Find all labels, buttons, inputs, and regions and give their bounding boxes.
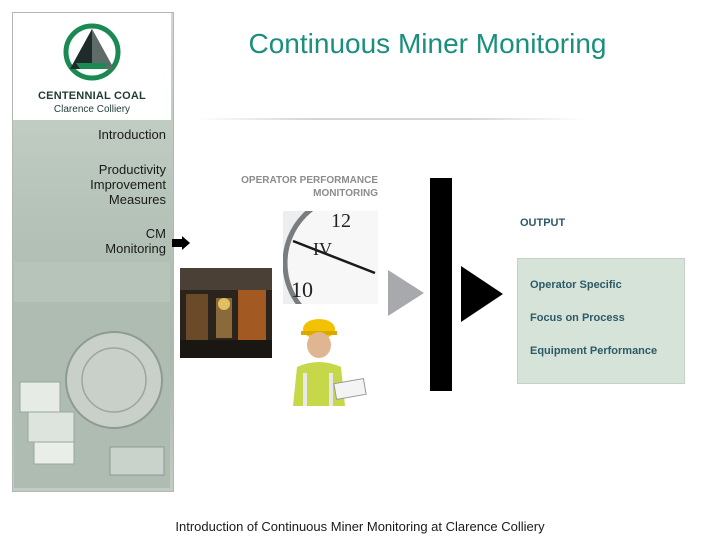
footer-caption: Introduction of Continuous Miner Monitoring at Clarence Colliery (175, 519, 545, 534)
title-divider (196, 118, 586, 120)
underground-mine-photo (180, 268, 272, 358)
clock-numeral-10: 10 (291, 277, 313, 302)
logo-mountain-icon (62, 19, 122, 85)
process-bar (430, 178, 452, 391)
nav-item-cm-monitoring[interactable]: CM Monitoring (105, 226, 166, 256)
output-label: OUTPUT (520, 217, 566, 229)
operator-performance-label: OPERATOR PERFORMANCE MONITORING (241, 175, 378, 199)
clock-numeral-12: 12 (331, 211, 351, 232)
logo-site-name: Clarence Colliery (53, 104, 131, 115)
clock-photo (283, 211, 378, 304)
output-item: Operator Specific (530, 279, 622, 291)
nav-item-productivity[interactable]: Productivity Improvement Measures (90, 162, 166, 207)
page-title: Continuous Miner Monitoring (248, 28, 607, 59)
output-item: Equipment Performance (530, 345, 658, 357)
output-arrow-icon (461, 266, 503, 322)
output-box (517, 258, 685, 384)
company-logo (13, 13, 171, 120)
sidebar-collage-image (14, 262, 170, 488)
clock-numeral-4: IV (313, 239, 332, 259)
logo-company-name: CENTENNIAL COAL (38, 90, 146, 102)
nav-item-introduction[interactable]: Introduction (98, 127, 166, 142)
worker-hardhat-photo (283, 313, 378, 406)
output-item: Focus on Process (530, 312, 625, 324)
input-arrow-icon (388, 270, 424, 316)
current-page-arrow-icon (172, 236, 190, 250)
